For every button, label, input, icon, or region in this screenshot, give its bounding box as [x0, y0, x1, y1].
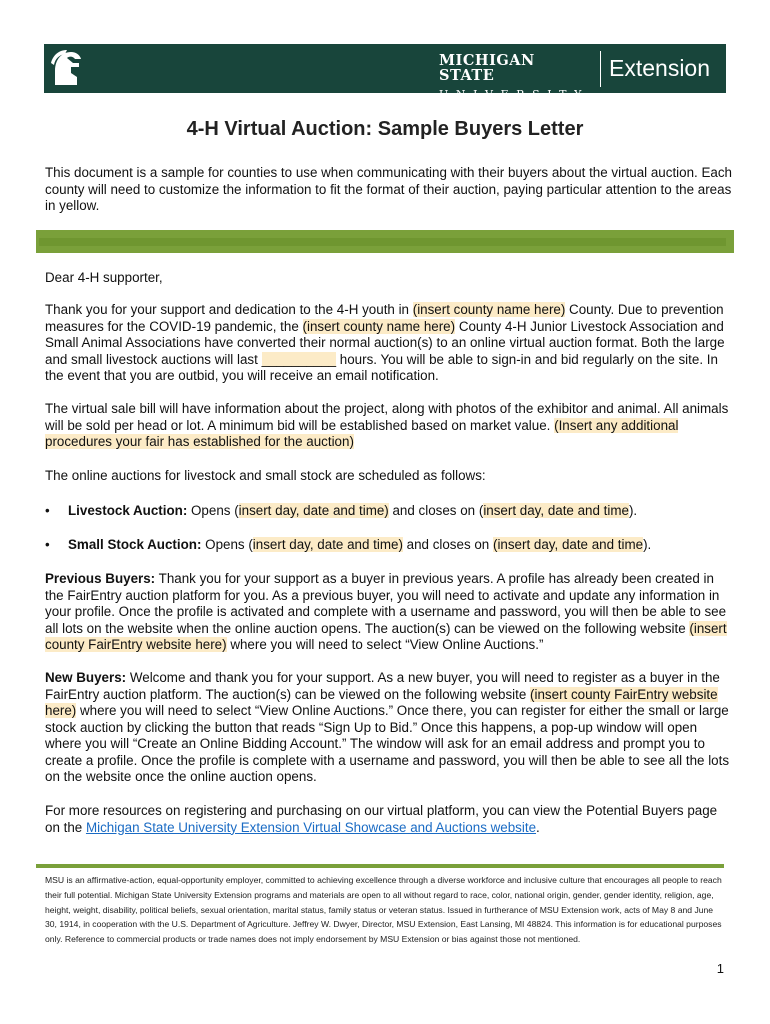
paragraph-previous-buyers: Previous Buyers: Thank you for your support as a buyer in previous years. A profile has already been created in the FairEntry auction platform for you. As a previous buyer, you will need to activate and update any information in your profile. Once the profile is activated and complete with a username and password, you will then be able to see all lots on the website when the online auction opens. The auction(s) can be viewed on the following website (insert county FairEntry website here) where you will need to select “View Online Auctions.”: [45, 571, 727, 652]
page-number: 1: [716, 961, 724, 976]
intro-paragraph: This document is a sample for counties to use when communicating with their buyers about the virtual auction. Each county will need to customize the information to fit the format of their auction, paying particular attention to the areas in yellow.: [45, 165, 732, 213]
paragraph-support: Thank you for your support and dedication to the 4-H youth in (insert county name here) County. Due to prevention measures for the COVID-19 pandemic, the (insert county name here) County 4-H Junior Livestock Association and Small Animal Associations have converted their normal auction(s) to an online virtual auction format. Both the large and small livestock auctions will last __________ hours. You will be able to sign-in and bid regularly on the site. In the event that you are outbid, you will receive an email notification.: [45, 302, 725, 383]
paragraph-schedule-intro: The online auctions for livestock and small stock are scheduled as follows:: [45, 468, 486, 483]
university-name-line1: MICHIGAN STATE: [439, 52, 535, 84]
footer-disclaimer: MSU is an affirmative-action, equal-opportunity employer, committed to achieving excellence through a diverse workforce and inclusive culture that encourages all people to reach their full potential. Michigan State University Extension programs and materials are open to all without regard to race, color, national origin, gender, gender identity, religion, age, height, weight, disability, political beliefs, sexual orientation, marital status, family status or veteran status. Issued in furtherance of MSU Extension work, acts of May 8 and June 30, 1914, in cooperation with the U.S. Department of Agriculture. Jeffrey W. Dwyer, Director, MSU Extension, East Lansing, MI 48824. This information is for educational purposes only. Reference to commercial products or trade names does not imply endorsement by MSU Extension or bias against those not mentioned.: [45, 875, 722, 945]
university-name-line2: UNIVERSITY: [439, 88, 589, 101]
highlight-hours-blank: __________: [261, 351, 337, 367]
footer-rule: [36, 864, 724, 868]
highlight-county-name: (insert county name here): [302, 318, 456, 334]
greeting: Dear 4-H supporter,: [45, 270, 163, 285]
green-divider-band: [36, 230, 734, 253]
page-title: 4-H Virtual Auction: Sample Buyers Letter: [186, 118, 584, 140]
header-bar: [44, 44, 726, 101]
highlight-procedures: (Insert any additional procedures your fair has established for the auction): [45, 417, 679, 449]
highlight-website: (insert county FairEntry website here): [45, 686, 718, 718]
msu-wordmark: [439, 53, 591, 103]
paragraph-resources: For more resources on registering and purchasing on our virtual platform, you can view the Potential Buyers page on the Michigan State University Extension Virtual Showcase and Auctions website.: [45, 803, 718, 835]
header-divider: [600, 51, 601, 87]
highlight-website: (insert county FairEntry website here): [45, 620, 727, 652]
highlight-county-name: (insert county name here): [412, 302, 566, 317]
spartan-helmet-icon: [49, 49, 83, 89]
extension-label: Extension: [609, 55, 711, 81]
paragraph-sale-bill: The virtual sale bill will have information about the project, along with photos of the exhibitor and animal. All animals will be sold per head or lot. A minimum bid will be established based on market value. (Insert any additional procedures your fair has established for the auction): [45, 401, 729, 449]
paragraph-new-buyers: New Buyers: Welcome and thank you for your support. As a new buyer, you will need to register as a buyer in the FairEntry auction platform. The auction(s) can be viewed on the following website (insert county FairEntry website here) where you will need to select “View Online Auctions.” Once there, you can register for either the small or large stock auction by clicking the button that reads “Sign Up to Bid.” Once this happens, a pop-up window will open where you will “Create an Online Bidding Account.” The window will ask for an email address and prompt you to create a profile. Once the profile is complete with a username and password, you will then be able to see all the lots on the website once the online auction opens.: [45, 670, 730, 784]
bullet-icon: •: [45, 503, 50, 518]
virtual-showcase-link[interactable]: Michigan State University Extension Virtual Showcase and Auctions website: [85, 819, 537, 835]
bullet-icon: •: [45, 537, 50, 552]
